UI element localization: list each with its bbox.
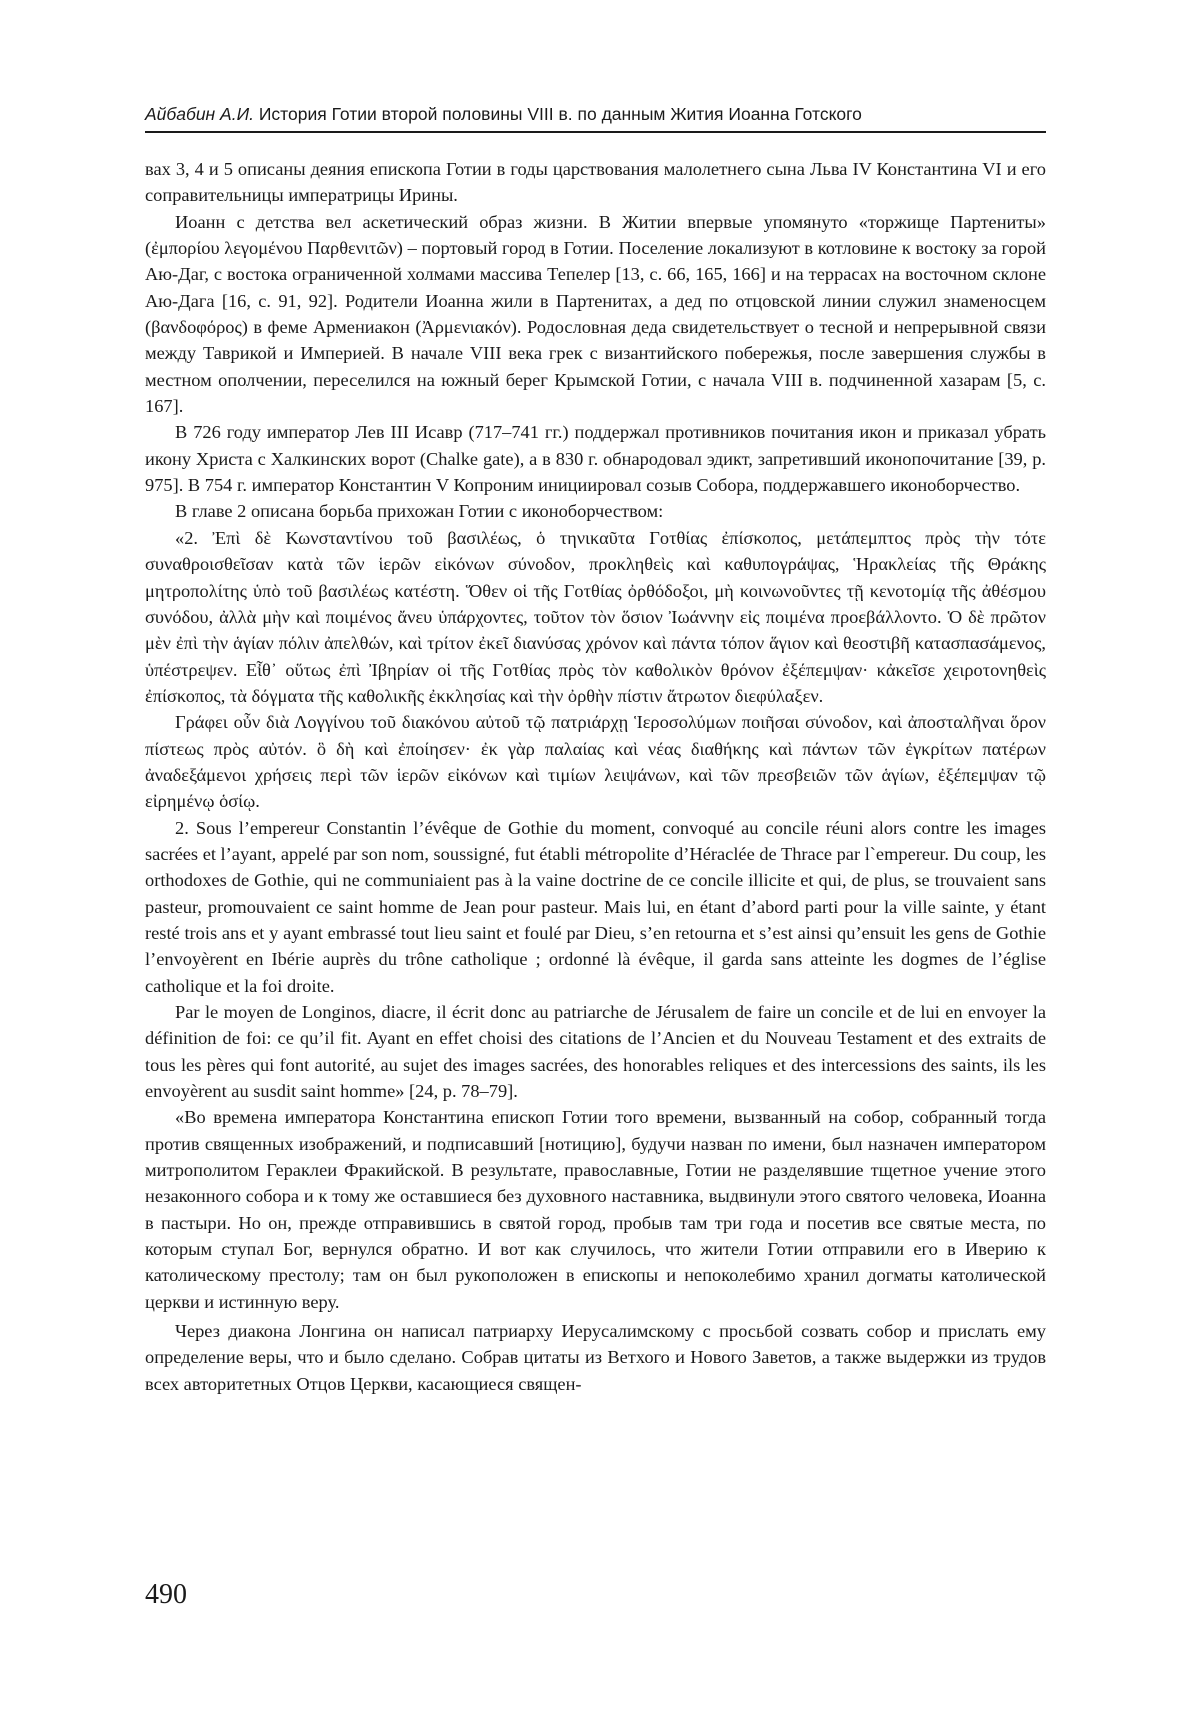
russian-translation-paragraph-2: Через диакона Лонгина он написал патриарху Иерусалимскому с просьбой созвать собор и прислать ему определение веры, что и было сделано. Собрав цитаты из Ветхого и Нового Заветов, а также выдержки из трудов всех авторитетных Отцов Церкви, касающиеся священ- [145, 1321, 1046, 1394]
header-title: История Готии второй половины VIII в. по данным Жития Иоанна Готского [258, 104, 862, 124]
paragraph-2: Иоанн с детства вел аскетический образ жизни. В Житии впервые упомянуто «торжище Партениты» (ἐμπορίου λεγομένου Παρθενιτῶν) – портовый город в Готии. Поселение локализуют в котловине к востоку за горой Аю-Даг, с востока ограниченной холмами массива Тепелер [13, с. 66, 165, 166] и на террасах на восточном склоне Аю-Дага [16, с. 91, 92]. Родители Иоанна жили в Партенитах, а дед по отцовской линии служил знаменосцем (βανδοφόρος) в феме Армениакон (Ἀρμενιακόν). Родословная деда свидетельствует о тесной и непрерывной связи между Таврикой и Империей. В начале VIII века грек с византийского побережья, после завершения службы в местном ополчении, переселился на южный берег Крымской Готии, с начала VIII в. подчиненной хазарам [5, с. 167]. [145, 211, 1046, 417]
page-number: 490 [145, 1579, 187, 1610]
paragraph-1: вах 3, 4 и 5 описаны деяния епископа Готии в годы царствования малолетнего сына Льва IV Константина VI и его соправительницы императрицы Ирины. [145, 159, 1046, 206]
french-translation-paragraph-1: 2. Sous l’empereur Constantin l’évêque de Gothie du moment, convoqué au concile réuni alors contre les images sacrées et l’ayant, appelé par son nom, soussigné, fut établi métropolite d’Héraclée de Thrace par l`empereur. Du coup, les orthodoxes de Gothie, qui ne communiaient pas à la vaine doctrine de ce concile illicite et qui, de plus, se trouvaient sans pasteur, promouvaient ce saint homme de Jean pour pasteur. Mais lui, en étant d’abord parti pour la ville sainte, y étant resté trois ans et y ayant embrassé tout lieu saint et foulé par Dieu, s’en retourna et s’est ainsi qu’ensuit les gens de Gothie l’envoyèrent en Ibérie auprès du trône catholique ; ordonné là évêque, il garda sans atteinte les dogmes de l’église catholique et la foi droite. [145, 817, 1046, 996]
french-translation-paragraph-2: Par le moyen de Longinos, diacre, il écrit donc au patriarche de Jérusalem de faire un concile et de lui en envoyer la définition de foi: ce qu’il fit. Ayant en effet choisi des citations de l’Ancien et du Nouveau Testament et des extraits de tous les pères qui font autorité, au sujet des images sacrées, des honorables reliques et des intercessions des saints, ils les envoyèrent au susdit saint homme» [24, p. 78–79]. [145, 1002, 1046, 1102]
paragraph-4: В главе 2 описана борьба прихожан Готии с иконоборчеством: [175, 501, 664, 522]
header-divider [145, 131, 1046, 133]
running-header [145, 103, 1045, 125]
russian-translation-paragraph-1: «Во времена императора Константина епископ Готии того времени, вызванный на собор, собранный тогда против священных изображений, и подписавший [нотицию], будучи назван по имени, был назначен императором митрополитом Гераклеи Фракийской. В результате, православные, Готии не разделявшие тщетное учение этого незаконного собора и к тому же оставшиеся без духовного наставника, выдвинули этого святого человека, Иоанна в пастыри. Но он, прежде отправившись в святой город, пробыв там три года и посетив все святые места, по которым ступал Бог, вернулся обратно. И вот как случилось, что жители Готии отправили его в Иверию к католическому престолу; там он был рукоположен в епископы и непоколебимо хранил догматы католической церкви и истинную веру. [145, 1107, 1046, 1312]
body-text [145, 156, 1046, 1397]
greek-quote-paragraph-2: Γράφει οὖν διὰ Λογγίνου τοῦ διακόνου αὐτοῦ τῷ πατριάρχῃ Ἱεροσολύμων ποιῆσαι σύνοδον, καὶ ἀποσταλῆναι ὅρον πίστεως πρὸς αὐτόν. ὃ δὴ καὶ ἐποίησεν· ἐκ γὰρ παλαίας καὶ νέας διαθήκης καὶ πάντων τῶν ἐγκρίτων πατέρων ἀναδεξάμενοι χρήσεις περὶ τῶν ἱερῶν εἰκόνων καὶ τιμίων λειψάνων, καὶ τῶν πρεσβειῶν τῶν ἁγίων, ἐξέπεμψαν τῷ εἰρημένῳ ὁσίῳ. [145, 712, 1046, 812]
greek-quote-paragraph-1: «2. Ἐπὶ δὲ Κωνσταντίνου τοῦ βασιλέως, ὁ τηνικαῦτα Γοτθίας ἐπίσκοπος, μετάπεμπτος πρὸς τὴν τότε συναθροισθεῖσαν κατὰ τῶν ἱερῶν εἰκόνων σύνοδον, προκληθεὶς καὶ καθυπογράψας, Ἡρακλείας τῆς Θράκης μητροπολίτης ὑπὸ τοῦ βασιλέως κατέστη. Ὅθεν οἱ τῆς Γοτθίας ὀρθόδοξοι, μὴ κοινωνοῦντες τῇ κενοτομίᾳ τῆς ἀθέσμου συνόδου, ἀλλὰ μὴν καὶ ποιμένος ἄνευ ὑπάρχοντες, τοῦτον τὸν ὅσιον Ἰωάννην εἰς ποιμένα προεβάλλοντο. Ὁ δὲ πρῶτον μὲν ἐπὶ τὴν ἁγίαν πόλιν ἀπελθών, καὶ τρίτον ἐκεῖ διανύσας χρόνον καὶ πάντα τόπον ἅγιον καὶ θεοστιβῆ κατασπασάμενος, ὑπέστρεψεν. Εἶθ᾽ οὕτως ἐπὶ Ἰβηρίαν οἱ τῆς Γοτθίας πρὸς τὸν καθολικὸν θρόνον ἐξέπεμψαν· κἀκεῖσε χειροτονηθεὶς ἐπίσκοπος, τὰ δόγματα τῆς καθολικῆς ἐκκλησίας καὶ τὴν ὀρθὴν πίστιν ἄτρωτον διεφύλαξεν. [145, 527, 1046, 706]
header-author: Айбабин А.И. [145, 104, 254, 124]
paragraph-3: В 726 году император Лев III Исавр (717–741 гг.) поддержал противников почитания икон и приказал убрать икону Христа с Халкинских ворот (Chalke gate), а в 830 г. обнародовал эдикт, запретивший иконопочитание [39, p. 975]. В 754 г. император Константин V Копроним инициировал созыв Собора, поддержавшего иконоборчество. [145, 422, 1046, 496]
